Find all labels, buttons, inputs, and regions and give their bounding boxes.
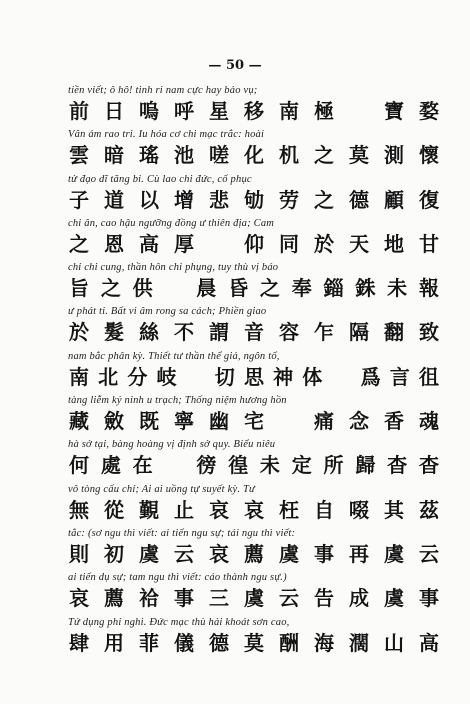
chinese-character: 星 <box>209 99 229 123</box>
chinese-character: 祫 <box>139 586 159 611</box>
chinese-character: 高 <box>419 630 439 655</box>
chinese-character: 虞 <box>279 541 299 566</box>
chinese-character: 定 <box>291 453 312 478</box>
chinese-character: 机 <box>279 143 299 168</box>
chinese-character: 於 <box>69 320 89 345</box>
chinese-character: 斂 <box>104 409 124 434</box>
chinese-text-line <box>68 408 440 434</box>
chinese-character: 暗 <box>104 143 124 168</box>
chinese-character: 同 <box>279 231 299 256</box>
chinese-character: 茲 <box>419 497 439 522</box>
chinese-text-line <box>68 275 440 301</box>
chinese-character: 歸 <box>355 453 376 478</box>
chinese-character: 濶 <box>349 630 369 655</box>
chinese-character: 哀 <box>209 541 229 566</box>
chinese-character: 之 <box>314 187 334 212</box>
chinese-character: 切 <box>214 364 235 389</box>
chinese-character: 日 <box>104 99 124 123</box>
romanized-gloss-line: Vân ảm rao tri. Iu hóa cơ chi mạc trắc: hoài <box>68 129 265 141</box>
chinese-character: 莫 <box>244 630 264 655</box>
chinese-character: 北 <box>98 364 119 389</box>
chinese-character: 其 <box>384 497 404 522</box>
chinese-character: 徬 <box>196 453 217 478</box>
chinese-character: 儀 <box>174 630 194 655</box>
chinese-character: 初 <box>104 541 124 566</box>
chinese-character: 懷 <box>419 143 439 168</box>
chinese-character: 哀 <box>244 497 264 522</box>
chinese-text-line <box>68 630 440 656</box>
chinese-character: 乍 <box>314 320 334 345</box>
chinese-character: 顧 <box>384 187 404 212</box>
chinese-character: 事 <box>419 586 439 611</box>
chinese-character: 薦 <box>104 586 124 611</box>
chinese-character: 容 <box>279 320 299 345</box>
stanza <box>68 616 440 660</box>
chinese-character: 無 <box>69 497 89 522</box>
stanza <box>68 261 440 305</box>
stanza <box>68 527 440 571</box>
chinese-character: 恩 <box>104 231 124 256</box>
chinese-text-line <box>68 98 440 124</box>
chinese-character: 絲 <box>139 320 159 345</box>
chinese-character: 海 <box>314 630 334 655</box>
chinese-character: 處 <box>100 453 121 478</box>
chinese-character: 髮 <box>104 320 124 345</box>
romanized-gloss-line: tàng liễm ký ninh u trạch; Thống niệm hương hồn <box>68 395 287 407</box>
chinese-character: 肆 <box>69 630 89 655</box>
chinese-character: 用 <box>104 630 124 655</box>
chinese-character: 事 <box>174 586 194 611</box>
chinese-character: 高 <box>139 231 159 256</box>
chinese-character: 徂 <box>418 364 439 389</box>
chinese-character: 徨 <box>228 453 249 478</box>
chinese-character: 則 <box>69 541 89 566</box>
chinese-character: 婺 <box>419 99 439 123</box>
chinese-text-line <box>68 497 440 523</box>
chinese-character: 之 <box>69 231 89 256</box>
chinese-character: 南 <box>279 99 299 123</box>
chinese-character: 自 <box>314 497 334 522</box>
chinese-character: 未 <box>387 276 408 301</box>
chinese-character: 劬 <box>244 187 264 212</box>
chinese-character: 從 <box>104 497 124 522</box>
character-gap <box>330 364 352 390</box>
chinese-character: 以 <box>139 187 159 212</box>
chinese-character: 移 <box>244 99 264 123</box>
chinese-character: 莫 <box>349 143 369 168</box>
character-gap <box>278 408 300 434</box>
chinese-character: 隔 <box>349 320 369 345</box>
page-number: — 50 — <box>208 58 262 73</box>
chinese-character: 成 <box>349 586 369 611</box>
stanza <box>68 84 440 128</box>
character-gap <box>163 452 185 478</box>
chinese-character: 虞 <box>384 541 404 566</box>
chinese-character: 爲 <box>360 364 381 389</box>
chinese-character: 嗚 <box>139 99 159 123</box>
chinese-character: 言 <box>389 364 410 389</box>
chinese-character: 哀 <box>69 586 89 611</box>
chinese-character: 劳 <box>279 187 299 212</box>
text-body <box>68 84 440 660</box>
chinese-character: 甘 <box>419 231 439 256</box>
chinese-character: 瑤 <box>139 143 159 168</box>
chinese-character: 再 <box>349 541 369 566</box>
chinese-character: 翻 <box>384 320 404 345</box>
chinese-character: 幽 <box>209 409 229 434</box>
chinese-character: 厚 <box>174 231 194 256</box>
chinese-character: 藏 <box>69 409 89 434</box>
chinese-character: 香 <box>384 409 404 434</box>
chinese-character: 杳 <box>418 453 439 478</box>
chinese-text-line <box>68 364 440 390</box>
chinese-character: 昏 <box>228 276 249 301</box>
chinese-character: 報 <box>418 276 439 301</box>
chinese-character: 地 <box>384 231 404 256</box>
chinese-character: 既 <box>139 409 159 434</box>
romanized-gloss-line: vô tòng cấu chỉ; Ai ai uồng tự suyết kỳ. Tư <box>68 483 255 495</box>
chinese-character: 銖 <box>355 276 376 301</box>
romanized-gloss-line: tắc: (sơ ngu thì viết: ai tiến ngu sự; tái ngu thì viết: <box>68 527 296 539</box>
romanized-gloss-line: ư phát ti. Bất vi âm rong sa cách; Phiền giao <box>68 306 267 318</box>
chinese-character: 薦 <box>244 541 264 566</box>
chinese-character: 酬 <box>279 630 299 655</box>
chinese-character: 子 <box>69 187 89 212</box>
chinese-character: 事 <box>314 541 334 566</box>
chinese-character: 音 <box>244 320 264 345</box>
stanza <box>68 173 440 217</box>
stanza <box>68 217 440 261</box>
chinese-character: 奉 <box>291 276 312 301</box>
chinese-character: 云 <box>174 541 194 566</box>
chinese-character: 寧 <box>174 409 194 434</box>
chinese-text-line <box>68 231 440 257</box>
character-gap <box>185 364 207 390</box>
chinese-text-line <box>68 585 440 611</box>
chinese-character: 神 <box>273 364 294 389</box>
chinese-character: 岐 <box>156 364 177 389</box>
chinese-character: 道 <box>104 187 124 212</box>
chinese-character: 嗟 <box>209 143 229 168</box>
chinese-character: 化 <box>244 143 264 168</box>
character-gap <box>208 231 230 257</box>
chinese-character: 謂 <box>209 320 229 345</box>
chinese-character: 旨 <box>69 276 89 301</box>
chinese-character: 雲 <box>69 143 89 168</box>
chinese-character: 体 <box>302 364 323 389</box>
stanza <box>68 128 440 172</box>
chinese-character: 錙 <box>323 276 344 301</box>
chinese-character: 於 <box>314 231 334 256</box>
stanza <box>68 483 440 527</box>
romanized-gloss-line: tiền viết; ô hô! tinh ri nam cực hay bảo vụ; <box>68 85 258 96</box>
chinese-character: 虞 <box>384 586 404 611</box>
chinese-character: 南 <box>69 364 89 389</box>
chinese-character: 之 <box>100 276 121 301</box>
chinese-character: 三 <box>209 586 229 611</box>
stanza <box>68 438 440 482</box>
stanza <box>68 350 440 394</box>
chinese-character: 哀 <box>209 497 229 522</box>
stanza <box>68 394 440 438</box>
chinese-character: 菲 <box>139 630 159 655</box>
chinese-character: 未 <box>259 453 280 478</box>
character-gap <box>348 98 370 124</box>
romanized-gloss-line: hà sở tại, bàng hoàng vị định sở quy. Biểu niêu <box>68 439 276 451</box>
chinese-character: 枉 <box>279 497 299 522</box>
romanized-gloss-line: chỉ chi cung, thần hôn chi phụng, tuy thù vị báo <box>68 262 279 274</box>
romanized-gloss-line: chi ân, cao hậu ngưỡng đồng ư thiên địa; Cam <box>68 217 275 229</box>
chinese-text-line <box>68 319 440 345</box>
chinese-text-line <box>68 187 440 213</box>
chinese-character: 虞 <box>139 541 159 566</box>
chinese-character: 念 <box>349 409 369 434</box>
chinese-character: 云 <box>279 586 299 611</box>
chinese-character: 呼 <box>174 99 194 123</box>
chinese-text-line <box>68 541 440 567</box>
chinese-character: 天 <box>349 231 369 256</box>
chinese-character: 止 <box>174 497 194 522</box>
chinese-character: 測 <box>384 143 404 168</box>
chinese-character: 宅 <box>244 409 264 434</box>
chinese-text-line <box>68 452 440 478</box>
romanized-gloss-line: ai tiến dụ sự; tam ngu thì viết: cáo thành ngu sự.) <box>68 572 287 584</box>
chinese-character: 池 <box>174 143 194 168</box>
chinese-character: 何 <box>69 453 89 478</box>
chinese-character: 分 <box>127 364 148 389</box>
chinese-character: 所 <box>323 453 344 478</box>
chinese-character: 前 <box>69 99 89 123</box>
chinese-character: 復 <box>419 187 439 212</box>
chinese-character: 虞 <box>244 586 264 611</box>
chinese-character: 告 <box>314 586 334 611</box>
chinese-character: 杳 <box>387 453 408 478</box>
chinese-character: 之 <box>314 143 334 168</box>
chinese-character: 山 <box>384 630 404 655</box>
chinese-character: 仰 <box>244 231 264 256</box>
chinese-character: 云 <box>419 541 439 566</box>
chinese-character: 悲 <box>209 187 229 212</box>
chinese-character: 不 <box>174 320 194 345</box>
chinese-character: 寶 <box>384 99 404 123</box>
chinese-text-line <box>68 142 440 168</box>
character-gap <box>163 275 185 301</box>
romanized-gloss-line: Tứ dụng phỉ nghi. Đức mạc thù hải khoát sơn cao, <box>68 616 290 628</box>
chinese-character: 思 <box>243 364 264 389</box>
chinese-character: 在 <box>132 453 153 478</box>
chinese-character: 晨 <box>196 276 217 301</box>
chinese-character: 之 <box>259 276 280 301</box>
chinese-character: 供 <box>132 276 153 301</box>
chinese-character: 痛 <box>314 409 334 434</box>
romanized-gloss-line: tử đạo dĩ tăng bi. Cù lao chi đức, cố phục <box>68 173 252 185</box>
chinese-character: 魂 <box>419 409 439 434</box>
chinese-character: 極 <box>314 99 334 123</box>
chinese-character: 德 <box>209 630 229 655</box>
romanized-gloss-line: nam bắc phân kỳ. Thiết tư thần thể giả, ngôn tố, <box>68 350 280 362</box>
chinese-character: 覲 <box>139 497 159 522</box>
chinese-character: 增 <box>174 187 194 212</box>
stanza <box>68 571 440 615</box>
chinese-character: 致 <box>419 320 439 345</box>
chinese-character: 啜 <box>349 497 369 522</box>
stanza <box>68 305 440 349</box>
chinese-character: 德 <box>349 187 369 212</box>
